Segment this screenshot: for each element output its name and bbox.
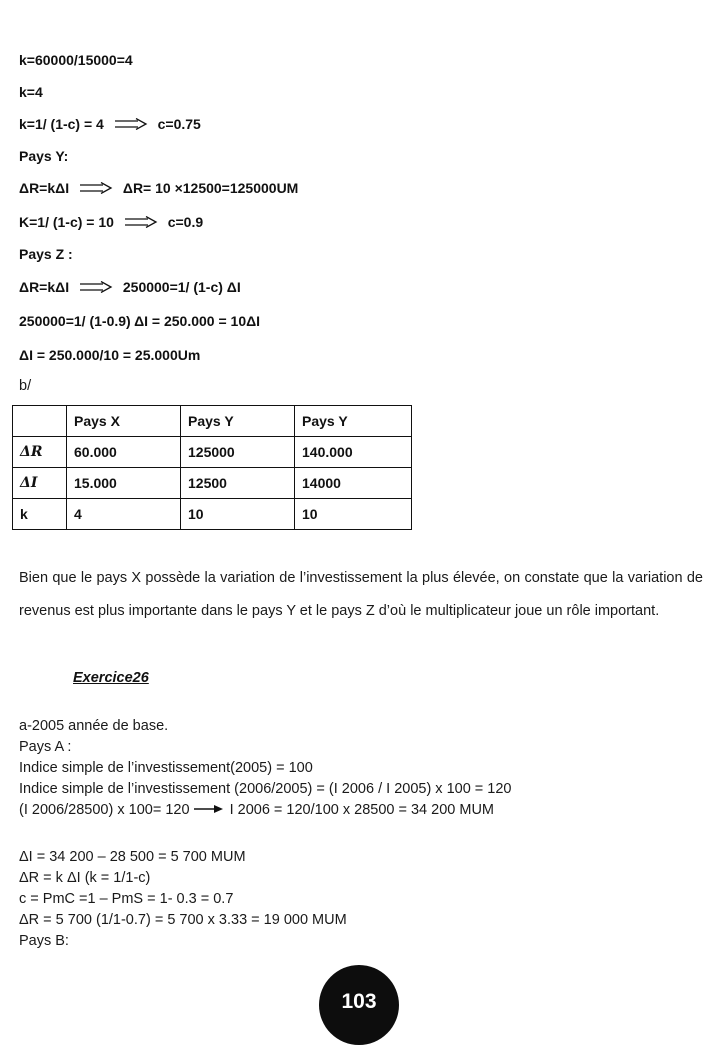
- table-cell: 12500: [181, 468, 295, 499]
- calc-line-2: k=4: [19, 84, 43, 100]
- exercise-title: Exercice26: [73, 670, 149, 686]
- right-arrow-icon: [194, 804, 224, 814]
- table-header-cell: Pays X: [67, 406, 181, 437]
- calc-result: 250000=1/ (1-c) ΔI: [122, 279, 241, 295]
- calc-text: k=1/ (1-c) = 4: [19, 116, 104, 132]
- exercise-text: (I 2006/28500) x 100= 120: [19, 802, 190, 818]
- page-number-badge: 103: [319, 965, 399, 1045]
- implies-arrow-icon: [124, 216, 158, 228]
- exercise-line: ΔR = k ΔI (k = 1/1-c): [19, 870, 151, 886]
- exercise-line: Pays A :: [19, 739, 72, 755]
- table-header-row: [13, 406, 412, 437]
- exercise-line: Pays B:: [19, 933, 69, 949]
- comment-paragraph: Bien que le pays X possède la variation de l’investissement la plus élevée, on constate que la variation de revenus est plus importante dans le pays Y et le pays Z d’où le multiplicateur joue un rôle important.: [19, 570, 703, 619]
- calc-text: ΔR=kΔI: [19, 279, 70, 295]
- results-table: [12, 405, 412, 530]
- exercise-line: ΔR = 5 700 (1/1-0.7) = 5 700 x 3.33 = 19 000 MUM: [19, 912, 347, 928]
- table-cell: 140.000: [295, 437, 412, 468]
- calc-line-1: k=60000/15000=4: [19, 52, 133, 68]
- calc-result: c=0.9: [167, 214, 204, 230]
- table-cell: 10: [181, 499, 295, 530]
- exercise-line: ΔI = 34 200 – 28 500 = 5 700 MUM: [19, 849, 246, 865]
- implies-arrow-icon: [79, 281, 113, 293]
- calc-line-6: [19, 279, 241, 295]
- exercise-line: Indice simple de l’investissement (2006/2005) = (I 2006 / I 2005) x 100 = 120: [19, 781, 512, 797]
- table-row: [13, 437, 412, 468]
- calc-line-5: [19, 214, 203, 230]
- calc-line-4: [19, 180, 298, 196]
- implies-arrow-icon: [79, 182, 113, 194]
- exercise-line: a-2005 année de base.: [19, 718, 169, 734]
- calc-text: ΔR=kΔI: [19, 180, 70, 196]
- table-cell: 60.000: [67, 437, 181, 468]
- exercise-line: c = PmC =1 – PmS = 1- 0.3 = 0.7: [19, 891, 234, 907]
- calc-line-7: 250000=1/ (1-0.9) ΔI = 250.000 = 10ΔI: [19, 313, 261, 329]
- exercise-line: Indice simple de l’investissement(2005) = 100: [19, 760, 313, 776]
- table-row-label: k: [13, 499, 67, 530]
- table-cell: 4: [67, 499, 181, 530]
- table-row-label: ΔR: [13, 437, 67, 468]
- table-row-label: ΔI: [13, 468, 67, 499]
- table-cell: 14000: [295, 468, 412, 499]
- calc-result: c=0.75: [157, 116, 201, 132]
- table-row: [13, 468, 412, 499]
- table-cell: 10: [295, 499, 412, 530]
- table-cell: 125000: [181, 437, 295, 468]
- table-header-cell: [13, 406, 67, 437]
- table-header-cell: Pays Y: [295, 406, 412, 437]
- section-b: b/: [19, 378, 32, 394]
- implies-arrow-icon: [114, 118, 148, 130]
- calc-line-3: [19, 116, 201, 132]
- table-header-cell: Pays Y: [181, 406, 295, 437]
- calc-result: ΔR= 10 ×12500=125000UM: [122, 180, 299, 196]
- calc-line-8: ΔI = 250.000/10 = 25.000Um: [19, 347, 201, 363]
- exercise-line: [19, 802, 494, 818]
- section-pays-z: Pays Z :: [19, 246, 73, 262]
- calc-text: K=1/ (1-c) = 10: [19, 214, 114, 230]
- section-pays-y: Pays Y:: [19, 148, 69, 164]
- table-cell: 15.000: [67, 468, 181, 499]
- table-row: [13, 499, 412, 530]
- exercise-text: I 2006 = 120/100 x 28500 = 34 200 MUM: [229, 802, 494, 818]
